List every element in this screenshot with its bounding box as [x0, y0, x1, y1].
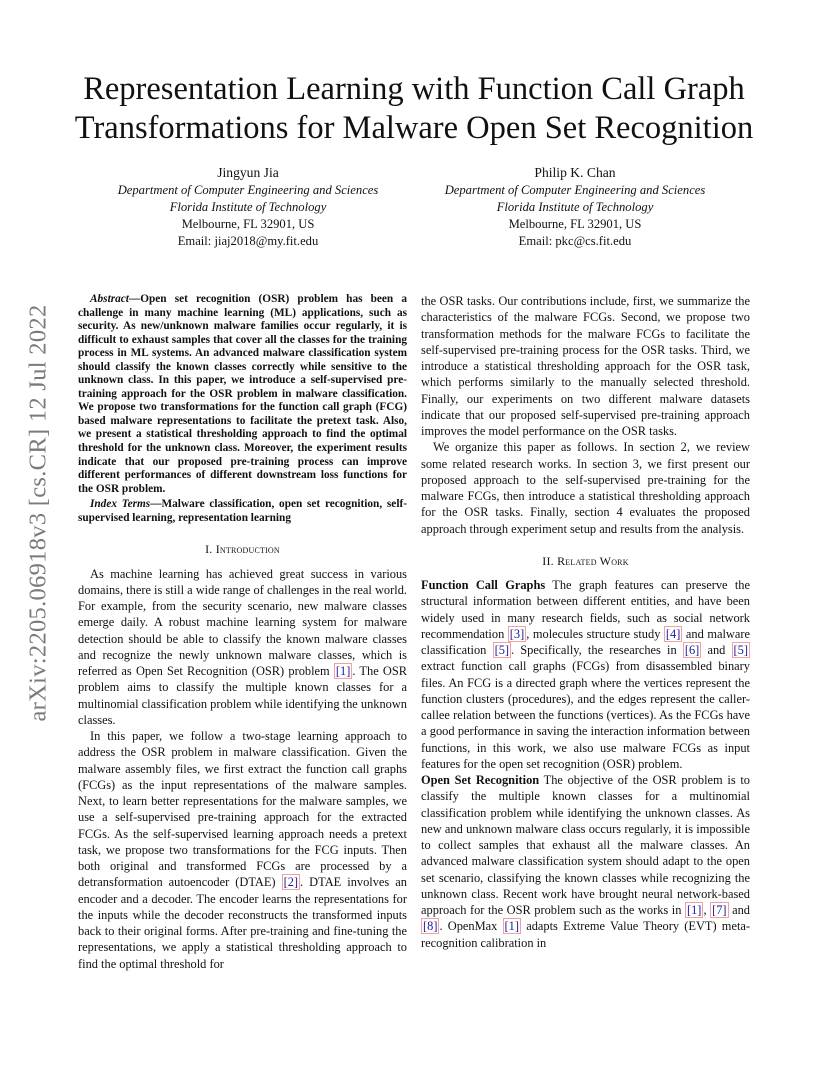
section-number: II. — [542, 553, 558, 568]
title-line-2: Transformations for Malware Open Set Recognition — [74, 110, 754, 146]
abstract-text: —Open set recognition (OSR) problem has been a challenge in many machine learning (ML) applications, such as security. As new/unknown malware families occur regularly, it is difficult to exhaust samples that cover all the classes for the training process in ML systems. An advanced malware classification system should classify the known classes correctly while sensitive to the unknown class. In this paper, we introduce a self-supervised pre-training approach for the OSR problem in malware classification. We propose two transformations for the function call graph (FCG) based malware representations to facilitate the pretext task. Also, we present a statistical thresholding approach to find the optimal threshold for the unknown class. Moreover, the experiment results indicate that our proposed pre-training process can improve different performances of different downstream loss functions for the OSR problem. — [78, 293, 407, 495]
citation-link[interactable]: [1] — [504, 919, 519, 934]
paragraph-text: and — [728, 903, 750, 917]
paragraph-text: . DTAE involves an encoder and a decoder. The encoder learns the representations for the inputs while the decoder reconstructs the transformed inputs back to their original forms. After pre-training and fine-tuning the representations, we apply a statistical thresholding approach to find the optimal threshold for — [78, 875, 407, 971]
paragraph-text: . OpenMax — [439, 919, 503, 934]
citation-link[interactable]: [1] — [686, 903, 702, 917]
paragraph-text: The objective of the OSR problem is to classify the multiple known classes for a multinomial classification problem while identifying the unknown classes. As new and unknown malware class occurs regularly, it is impossible to collect samples that exhaust all the malware classes. An advanced malware classification system should adapt to the open set scenario, classifying the known classes while recognizing the unknown class. Recent work have brought neural network-based approach for the OSR problem such as the works in — [421, 773, 750, 917]
section-title: Related Work — [557, 553, 629, 568]
author-name: Jingyun Jia — [217, 165, 279, 180]
index-terms-label: Index Terms — [90, 498, 151, 511]
paragraph-heading: Function Call Graphs — [421, 578, 546, 592]
abstract-label: Abstract — [90, 293, 129, 305]
paragraph-text: and — [701, 643, 732, 657]
paragraph-text: The graph features can preserve the structural information between different entities, and have been widely used in many research fields, such as social network recommendation — [421, 578, 751, 641]
index-terms-text: —Malware classification, open set recognition, self-supervised learning, representation learning — [78, 498, 407, 524]
paragraph-text: and malware classification — [421, 626, 750, 657]
citation-link[interactable]: [5] — [494, 643, 510, 657]
citation-link[interactable]: [3] — [509, 626, 525, 641]
author-block-2 — [410, 164, 740, 250]
left-column — [78, 293, 407, 972]
paragraph-text: . The OSR problem aims to classify the multiple known classes for a multinomial classification problem while identifying the unknown classes. — [78, 664, 408, 727]
arxiv-stamp — [20, 296, 56, 730]
author-email: Email: pkc@cs.fit.edu — [518, 234, 632, 248]
author-institute: Florida Institute of Technology — [169, 200, 327, 214]
intro-paragraph-2 — [78, 728, 407, 972]
section-heading-related-work — [421, 553, 750, 569]
citation-link[interactable]: [5] — [733, 643, 748, 657]
author-institute: Florida Institute of Technology — [496, 200, 654, 214]
contributions-paragraph: the OSR tasks. Our contributions include, first, we summarize the characteristics of the malware FCGs. Second, we propose two transformation methods for the malware FCGs to facilitate the self-supervised pre-training process for the OSR tasks. Third, we introduce a statistical thresholding approach for the OSR task, which performs similarly to the manually selected threshold. Finally, our experiments on two different malware datasets indicate that our proposed self-supervised pre-training approach improves the model performance on the OSR tasks. — [421, 294, 750, 438]
author-email: Email: jiaj2018@my.fit.edu — [177, 234, 319, 248]
citation-link[interactable]: [1] — [335, 664, 351, 679]
author-block-1 — [83, 164, 413, 250]
index-terms — [78, 498, 407, 525]
fcg-paragraph — [421, 577, 750, 772]
author-name: Philip K. Chan — [534, 165, 616, 180]
citation-link[interactable]: [8] — [423, 919, 438, 934]
citation-link[interactable]: [6] — [684, 643, 700, 657]
section-title: Introduction — [215, 542, 280, 557]
author-address: Melbourne, FL 32901, US — [181, 217, 315, 231]
paragraph-text: . Specifically, the researches in — [511, 643, 683, 657]
section-heading-introduction — [78, 541, 407, 557]
author-department: Department of Computer Engineering and Sciences — [444, 183, 706, 197]
paragraph-text: adapts Extreme Value Theory (EVT) meta-recognition calibration in — [421, 919, 751, 950]
section-number: I. — [205, 542, 216, 557]
paper-title — [40, 70, 788, 148]
osr-paragraph — [421, 772, 750, 951]
organization-paragraph: We organize this paper as follows. In section 2, we review some related research works. In section 3, we first present our proposed approach to the self-supervised pre-training for the malware FCGs, then introduce a statistical thresholding approach for the OSR tasks. Finally, section 4 evaluates the proposed approach through experiment setup and results from the analysis. — [421, 440, 750, 536]
right-column — [421, 293, 750, 951]
arxiv-id-text: arXiv:2205.06918v3 [cs.CR] 12 Jul 2022 — [24, 304, 51, 722]
intro-paragraph-1 — [78, 566, 407, 729]
paragraph-text: In this paper, we follow a two-stage learning approach to address the OSR problem in malware classification. Given the malware assembly files, we first extract the function call graphs (FCGs) as the input representations of the malware samples. Next, to learn better representations for the malware samples, we use a self-supervised pre-training approach for the extracted FCGs. As the self-supervised learning approach needs a pretext task, we propose two transformations for the FCG inputs. Then both original and transformed FCGs are processed by a detransformation autoencoder (DTAE) — [78, 729, 407, 890]
paragraph-text: , molecules structure study — [526, 626, 664, 641]
citation-link[interactable]: [4] — [665, 626, 681, 641]
paragraph-text: extract function call graphs (FCGs) from disassembled binary files. An FCG is a directed graph where the vertices represent the function clusters (procedures), and the edges represent the caller-callee relation between the functions (vertices). As the FCGs have a good performance in saving the interaction information between functions, in this work, we also use malware FCGs as input features for the open set recognition (OSR) problem. — [421, 659, 750, 771]
author-department: Department of Computer Engineering and Sciences — [117, 183, 379, 197]
paragraph-text: As machine learning has achieved great success in various domains, there is still a wide range of challenges in the real world. For example, from the security scenario, new malware classes emerge daily. A robust machine learning system for malware detection should be able to classify the known malware classes and recognize the newly unknown malware classes, which is referred as Open Set Recognition (OSR) problem — [78, 566, 407, 679]
citation-link[interactable]: [7] — [712, 903, 727, 917]
paragraph-text: , — [703, 903, 711, 917]
paragraph-heading: Open Set Recognition — [421, 773, 540, 787]
citation-link[interactable]: [2] — [283, 875, 299, 890]
title-line-1: Representation Learning with Function Call Graph — [83, 71, 745, 107]
author-address: Melbourne, FL 32901, US — [508, 217, 642, 231]
abstract — [78, 293, 407, 496]
